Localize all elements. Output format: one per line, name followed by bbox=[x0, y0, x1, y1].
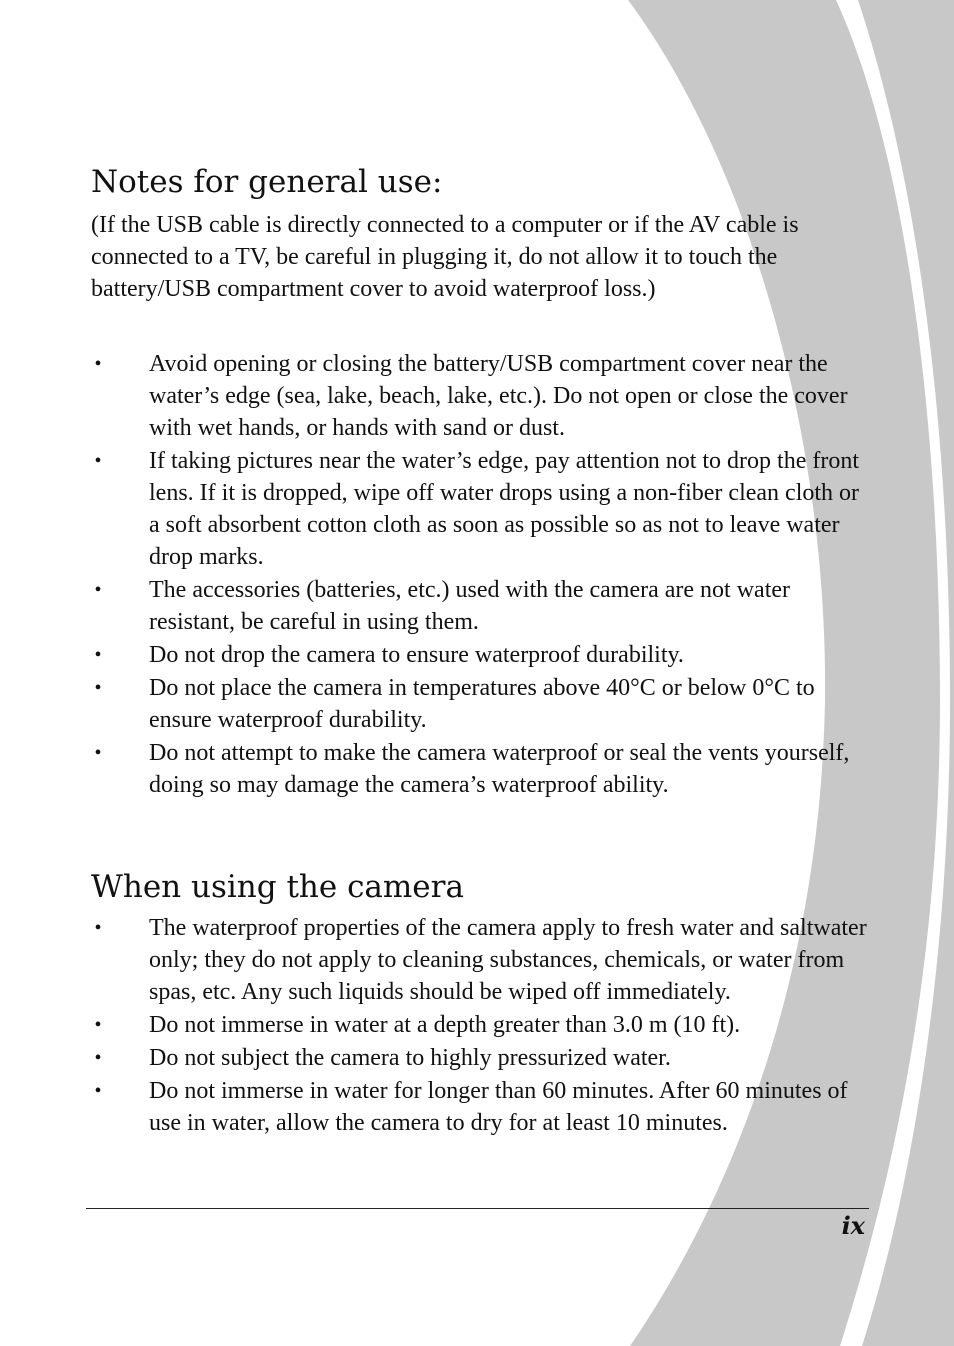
bullet-icon: • bbox=[94, 450, 102, 472]
list-item-text: Avoid opening or closing the battery/USB compartment cover near the water’s edge (sea, lake, beach, lake, etc.). Do not open or close the cover with wet hands, or hands with sand or dust. bbox=[149, 351, 848, 441]
notes-intro-paragraph: (If the USB cable is directly connected to a computer or if the AV cable is connected to a TV, be careful in plugging it, do not allow it to touch the battery/USB compartment cover to avoid waterproof loss.) bbox=[91, 212, 799, 302]
list-item bbox=[91, 1009, 871, 1041]
bullet-icon: • bbox=[94, 1080, 102, 1102]
list-item-text: Do not immerse in water at a depth greater than 3.0 m (10 ft). bbox=[149, 1012, 741, 1038]
bullet-icon: • bbox=[94, 353, 102, 375]
list-item-text: Do not immerse in water for longer than 60 minutes. After 60 minutes of use in water, allow the camera to dry for at least 10 minutes. bbox=[149, 1078, 848, 1136]
list-item bbox=[91, 574, 871, 638]
list-item bbox=[91, 348, 871, 444]
bullet-icon: • bbox=[94, 677, 102, 699]
bullet-icon: • bbox=[94, 644, 102, 666]
footer-divider bbox=[86, 1208, 869, 1209]
list-item-text: The accessories (batteries, etc.) used with the camera are not water resistant, be careful in using them. bbox=[149, 577, 791, 635]
list-item bbox=[91, 1042, 871, 1074]
notes-heading: Notes for general use: bbox=[91, 164, 443, 200]
list-item bbox=[91, 639, 871, 671]
bullet-icon: • bbox=[94, 1047, 102, 1069]
camera-heading: When using the camera bbox=[91, 869, 464, 905]
list-item bbox=[91, 1075, 871, 1139]
list-item bbox=[91, 737, 871, 801]
list-item-text: Do not drop the camera to ensure waterproof durability. bbox=[149, 642, 684, 668]
bullet-icon: • bbox=[94, 579, 102, 601]
camera-bullet-list bbox=[91, 912, 871, 1140]
list-item-text: If taking pictures near the water’s edge, pay attention not to drop the front lens. If it is dropped, wipe off water drops using a non-fiber clean cloth or a soft absorbent cotton cloth as soon as possible so as not to leave water drop marks. bbox=[149, 448, 860, 570]
list-item-text: Do not subject the camera to highly pressurized water. bbox=[149, 1045, 671, 1071]
list-item-text: Do not place the camera in temperatures above 40°C or below 0°C to ensure waterproof durability. bbox=[149, 675, 815, 733]
bullet-icon: • bbox=[94, 917, 102, 939]
bullet-icon: • bbox=[94, 742, 102, 764]
page-number: ix bbox=[841, 1211, 865, 1240]
bullet-icon: • bbox=[94, 1014, 102, 1036]
notes-bullet-list bbox=[91, 348, 871, 802]
list-item bbox=[91, 912, 871, 1008]
list-item bbox=[91, 445, 871, 573]
list-item bbox=[91, 672, 871, 736]
list-item-text: The waterproof properties of the camera apply to fresh water and saltwater only; they do not apply to cleaning substances, chemicals, or water from spas, etc. Any such liquids should be wiped off immediately. bbox=[149, 915, 867, 1005]
list-item-text: Do not attempt to make the camera waterproof or seal the vents yourself, doing so may damage the camera’s waterproof ability. bbox=[149, 740, 850, 798]
